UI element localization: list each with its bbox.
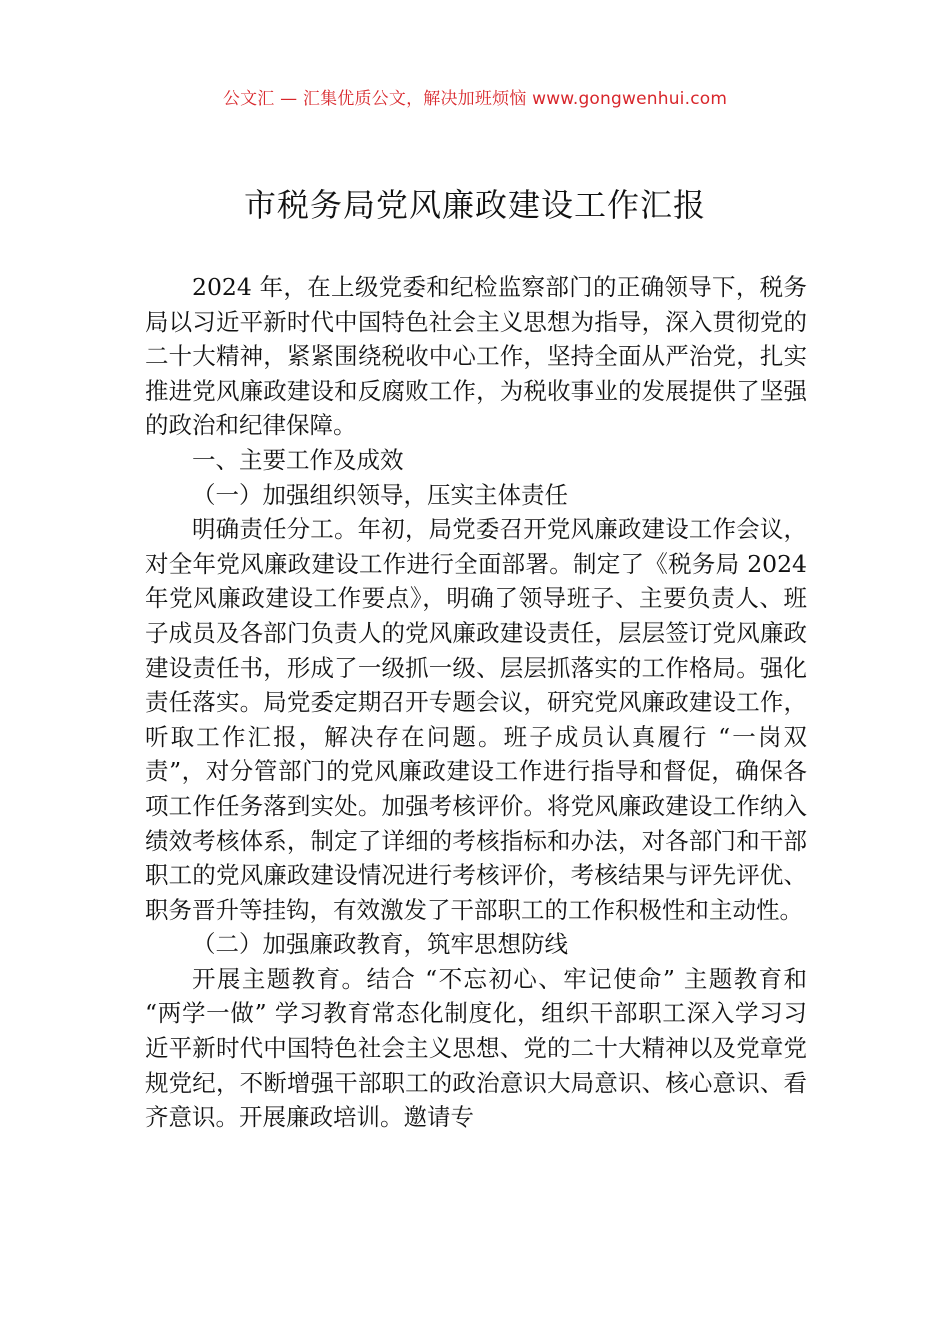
subsection-heading-2: （二）加强廉政教育，筑牢思想防线: [192, 930, 568, 959]
body-paragraph-1: 明确责任分工。年初，局党委召开党风廉政建设工作会议，对全年党风廉政建设工作进行全面部署。制定了《税务局 2024 年党风廉政建设工作要点》，明确了领导班子、主要负责人、班子成员及各部门负责人的党风廉政建设责任，层层签订党风廉政建设责任书，形成了一级抓一级、层层抓落实的工作格局。强化责任落实。局党委定期召开专题会议，研究党风廉政建设工作，听取工作汇报，解决存在问题。班子成员认真履行 “一岗双责”，对分管部门的党风廉政建设工作进行指导和督促，确保各项工作任务落到实处。加强考核评价。将党风廉政建设工作纳入绩效考核体系，制定了详细的考核指标和办法，对各部门和干部职工的党风廉政建设情况进行考核评价，考核结果与评先评优、职务晋升等挂钩，有效激发了干部职工的工作积极性和主动性。: [145, 515, 807, 924]
body-paragraph-2: 开展主题教育。结合 “不忘初心、牢记使命” 主题教育和 “两学一做” 学习教育常态化制度化，组织干部职工深入学习习近平新时代中国特色社会主义思想、党的二十大精神以及党章党规党纪，不断增强干部职工的政治意识大局意识、核心意识、看齐意识。开展廉政培训。邀请专: [145, 964, 807, 1132]
section-heading-1: 一、主要工作及成效: [192, 445, 404, 474]
document-body: [145, 270, 807, 1135]
document-title: 市税务局党风廉政建设工作汇报: [243, 186, 706, 224]
site-banner: 公文汇 — 汇集优质公文，解决加班烦恼 www.gongwenhui.com: [222, 89, 728, 109]
subsection-heading-1: （一）加强组织领导，压实主体责任: [192, 480, 568, 509]
intro-paragraph: 2024 年，在上级党委和纪检监察部门的正确领导下，税务局以习近平新时代中国特色社会主义思想为指导，深入贯彻党的二十大精神，紧紧围绕税收中心工作，坚持全面从严治党，扎实推进党风廉政建设和反腐败工作，为税收事业的发展提供了坚强的政治和纪律保障。: [145, 273, 807, 440]
